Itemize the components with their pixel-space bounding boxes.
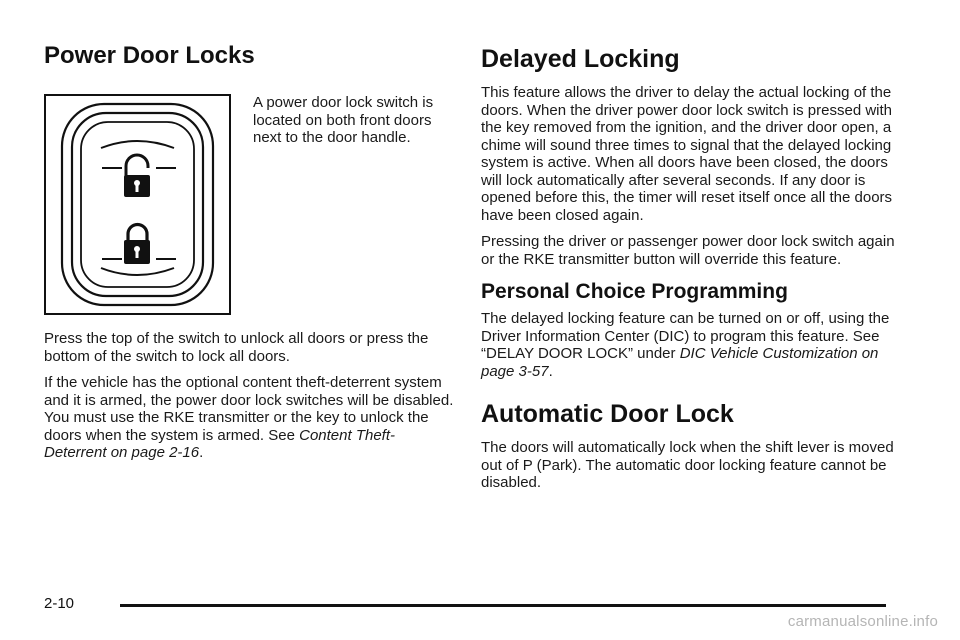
lock-icon [102,225,176,265]
watermark: carmanualsonline.info [787,613,938,630]
right-column [481,40,901,492]
unlock-icon [102,155,176,197]
cross-reference-link: DIC Vehicle Customization on page 3-57 [481,345,879,380]
switch-svg [46,96,229,313]
footer-rule [120,604,886,607]
page-number: 2-10 [44,595,75,612]
figure-caption: A power door lock switch is located on both front doors next to the door handle. [253,94,434,146]
section-title-automatic-door-lock: Automatic Door Lock [481,400,734,428]
paragraph-automatic-door-lock: The doors will automatically lock when the shift lever is moved out of P (Park). The automatic door locking feature cannot be disabled. [481,439,894,491]
figure-row [44,94,454,330]
paragraph-text: If the vehicle has the optional content theft-deterrent system and it is armed, the power door lock switches will be disabled. You must use the RKE transmitter or the key to unlock the doors when the system is armed. See [44,374,454,444]
section-title-power-door-locks: Power Door Locks [44,42,255,69]
paragraph-press-switch: Press the top of the switch to unlock all doors or press the bottom of the switch to lock all doors. [44,330,429,365]
paragraph-override: Pressing the driver or passenger power door lock switch again or the RKE transmitter button will override this feature. [481,233,895,268]
paragraph-theft-deterrent [44,374,454,462]
paragraph-end: . [548,362,553,380]
paragraph-text: The delayed locking feature can be turned on or off, using the Driver Information Center (DIC) to program this feature. See “DELAY DOOR LOCK” under [481,310,890,362]
section-title-delayed-locking: Delayed Locking [481,45,680,73]
paragraph-personal-choice [481,310,901,380]
paragraph-delayed-locking: This feature allows the driver to delay the actual locking of the doors. When the driver power door lock switch is pressed with the key removed from the ignition, and the driver door open, a chime will sound three times to signal that the delayed locking system is active. When all doors have been closed, the doors will lock automatically after several seconds. If any door is opened before this, the timer will reset itself once all the doors have been closed again. [481,84,893,224]
door-lock-switch-illustration [44,94,231,315]
subsection-title-personal-choice: Personal Choice Programming [481,280,788,303]
paragraph-end: . [199,444,204,461]
left-column [44,40,454,462]
cross-reference-link: Content Theft-Deterrent on page 2-16 [44,426,396,461]
